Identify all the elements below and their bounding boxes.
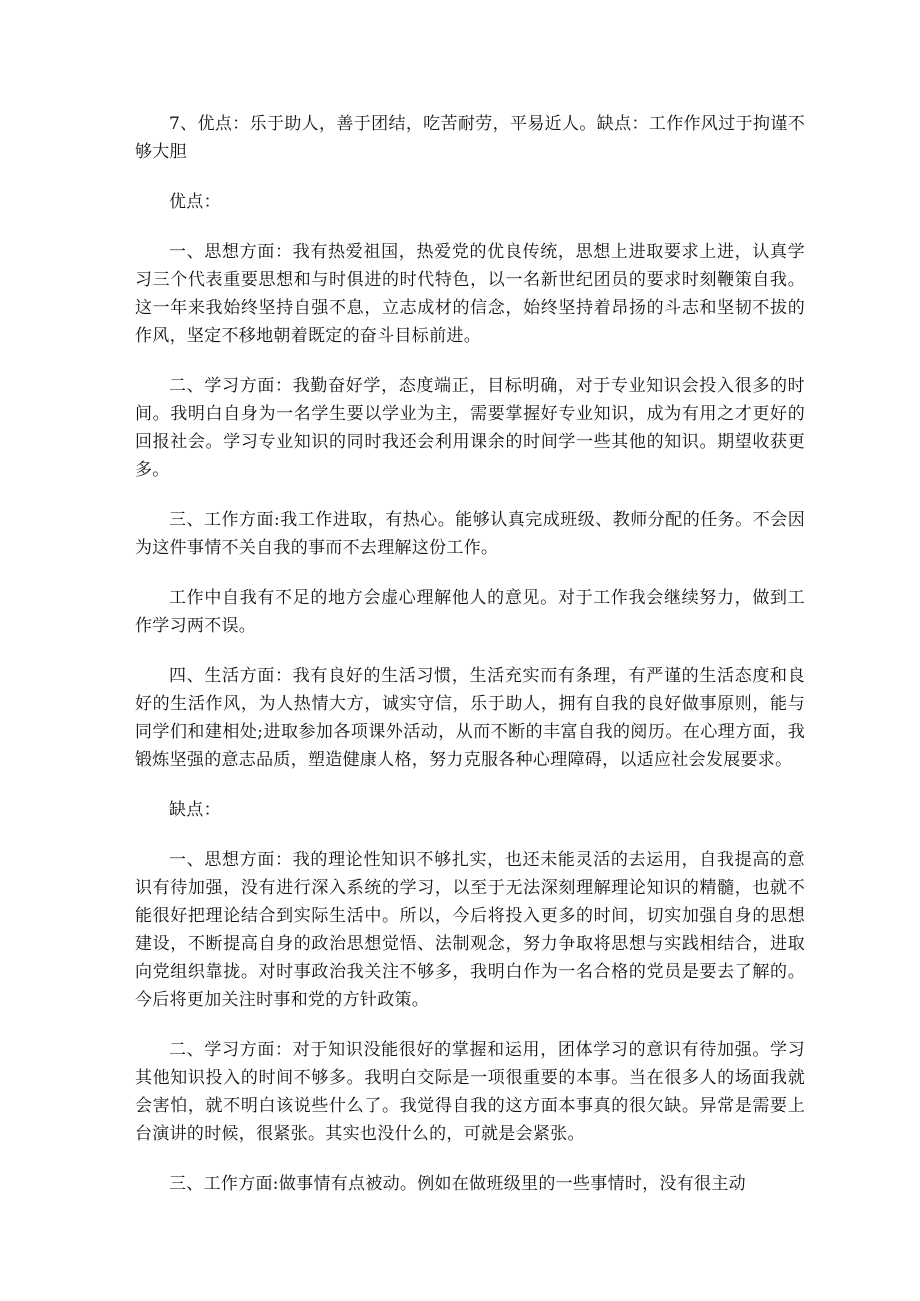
paragraph-weakness-study: 二、学习方面：对于知识没能很好的掌握和运用，团体学习的意识有待加强。学习其他知识投入的时间不够多。我明白交际是一项很重要的本事。当在很多人的场面我就会害怕，就不明白该说些什么了。我觉得自我的这方面本事真的很欠缺。异常是需要上台演讲的时候，很紧张。其实也没什么的，可就是会紧张。	[135, 1040, 805, 1144]
heading-strengths: 优点：	[169, 192, 221, 212]
paragraph-strength-work: 三、工作方面:我工作进取，有热心。能够认真完成班级、教师分配的任务。不会因为这件事情不关自我的事而不去理解这份工作。	[135, 510, 805, 558]
paragraph-strength-thought: 一、思想方面：我有热爱祖国，热爱党的优良传统，思想上进取要求上进，认真学习三个代表重要思想和与时俱进的时代特色，以一名新世纪团员的要求时刻鞭策自我。这一年来我始终坚持自强不息，立志成材的信念，始终坚持着昂扬的斗志和坚韧不拔的作风，坚定不移地朝着既定的奋斗目标前进。	[135, 242, 805, 346]
paragraph-summary: 7、优点：乐于助人，善于团结，吃苦耐劳，平易近人。缺点：工作作风过于拘谨不够大胆	[135, 114, 805, 162]
heading-weaknesses: 缺点：	[169, 800, 221, 820]
paragraph-weakness-thought: 一、思想方面：我的理论性知识不够扎实，也还未能灵活的去运用，自我提高的意识有待加强，没有进行深入系统的学习，以至于无法深刻理解理论知识的精髓，也就不能很好把理论结合到实际生活中。所以，今后将投入更多的时间，切实加强自身的思想建设，不断提高自身的政治思想觉悟、法制观念，努力争取将思想与实践相结合，进取向党组织靠拢。对时事政治我关注不够多，我明白作为一名合格的党员是要去了解的。今后将更加关注时事和党的方针政策。	[135, 850, 805, 1010]
paragraph-strength-work-cont: 工作中自我有不足的地方会虚心理解他人的意见。对于工作我会继续努力，做到工作学习两不误。	[135, 588, 805, 636]
document-body	[135, 110, 805, 1220]
paragraph-strength-life: 四、生活方面：我有良好的生活习惯，生活充实而有条理，有严谨的生活态度和良好的生活作风，为人热情大方，诚实守信，乐于助人，拥有自我的良好做事原则，能与同学们和建相处;进取参加各项课外活动，从而不断的丰富自我的阅历。在心理方面，我锻炼坚强的意志品质，塑造健康人格，努力克服各种心理障碍，以适应社会发展要求。	[135, 666, 805, 770]
paragraph-weakness-work: 三、工作方面:做事情有点被动。例如在做班级里的一些事情时，没有很主动	[169, 1174, 746, 1194]
paragraph-strength-study: 二、学习方面：我勤奋好学，态度端正，目标明确，对于专业知识会投入很多的时间。我明白自身为一名学生要以学业为主，需要掌握好专业知识，成为有用之才更好的回报社会。学习专业知识的同时我还会利用课余的时间学一些其他的知识。期望收获更多。	[135, 376, 805, 480]
